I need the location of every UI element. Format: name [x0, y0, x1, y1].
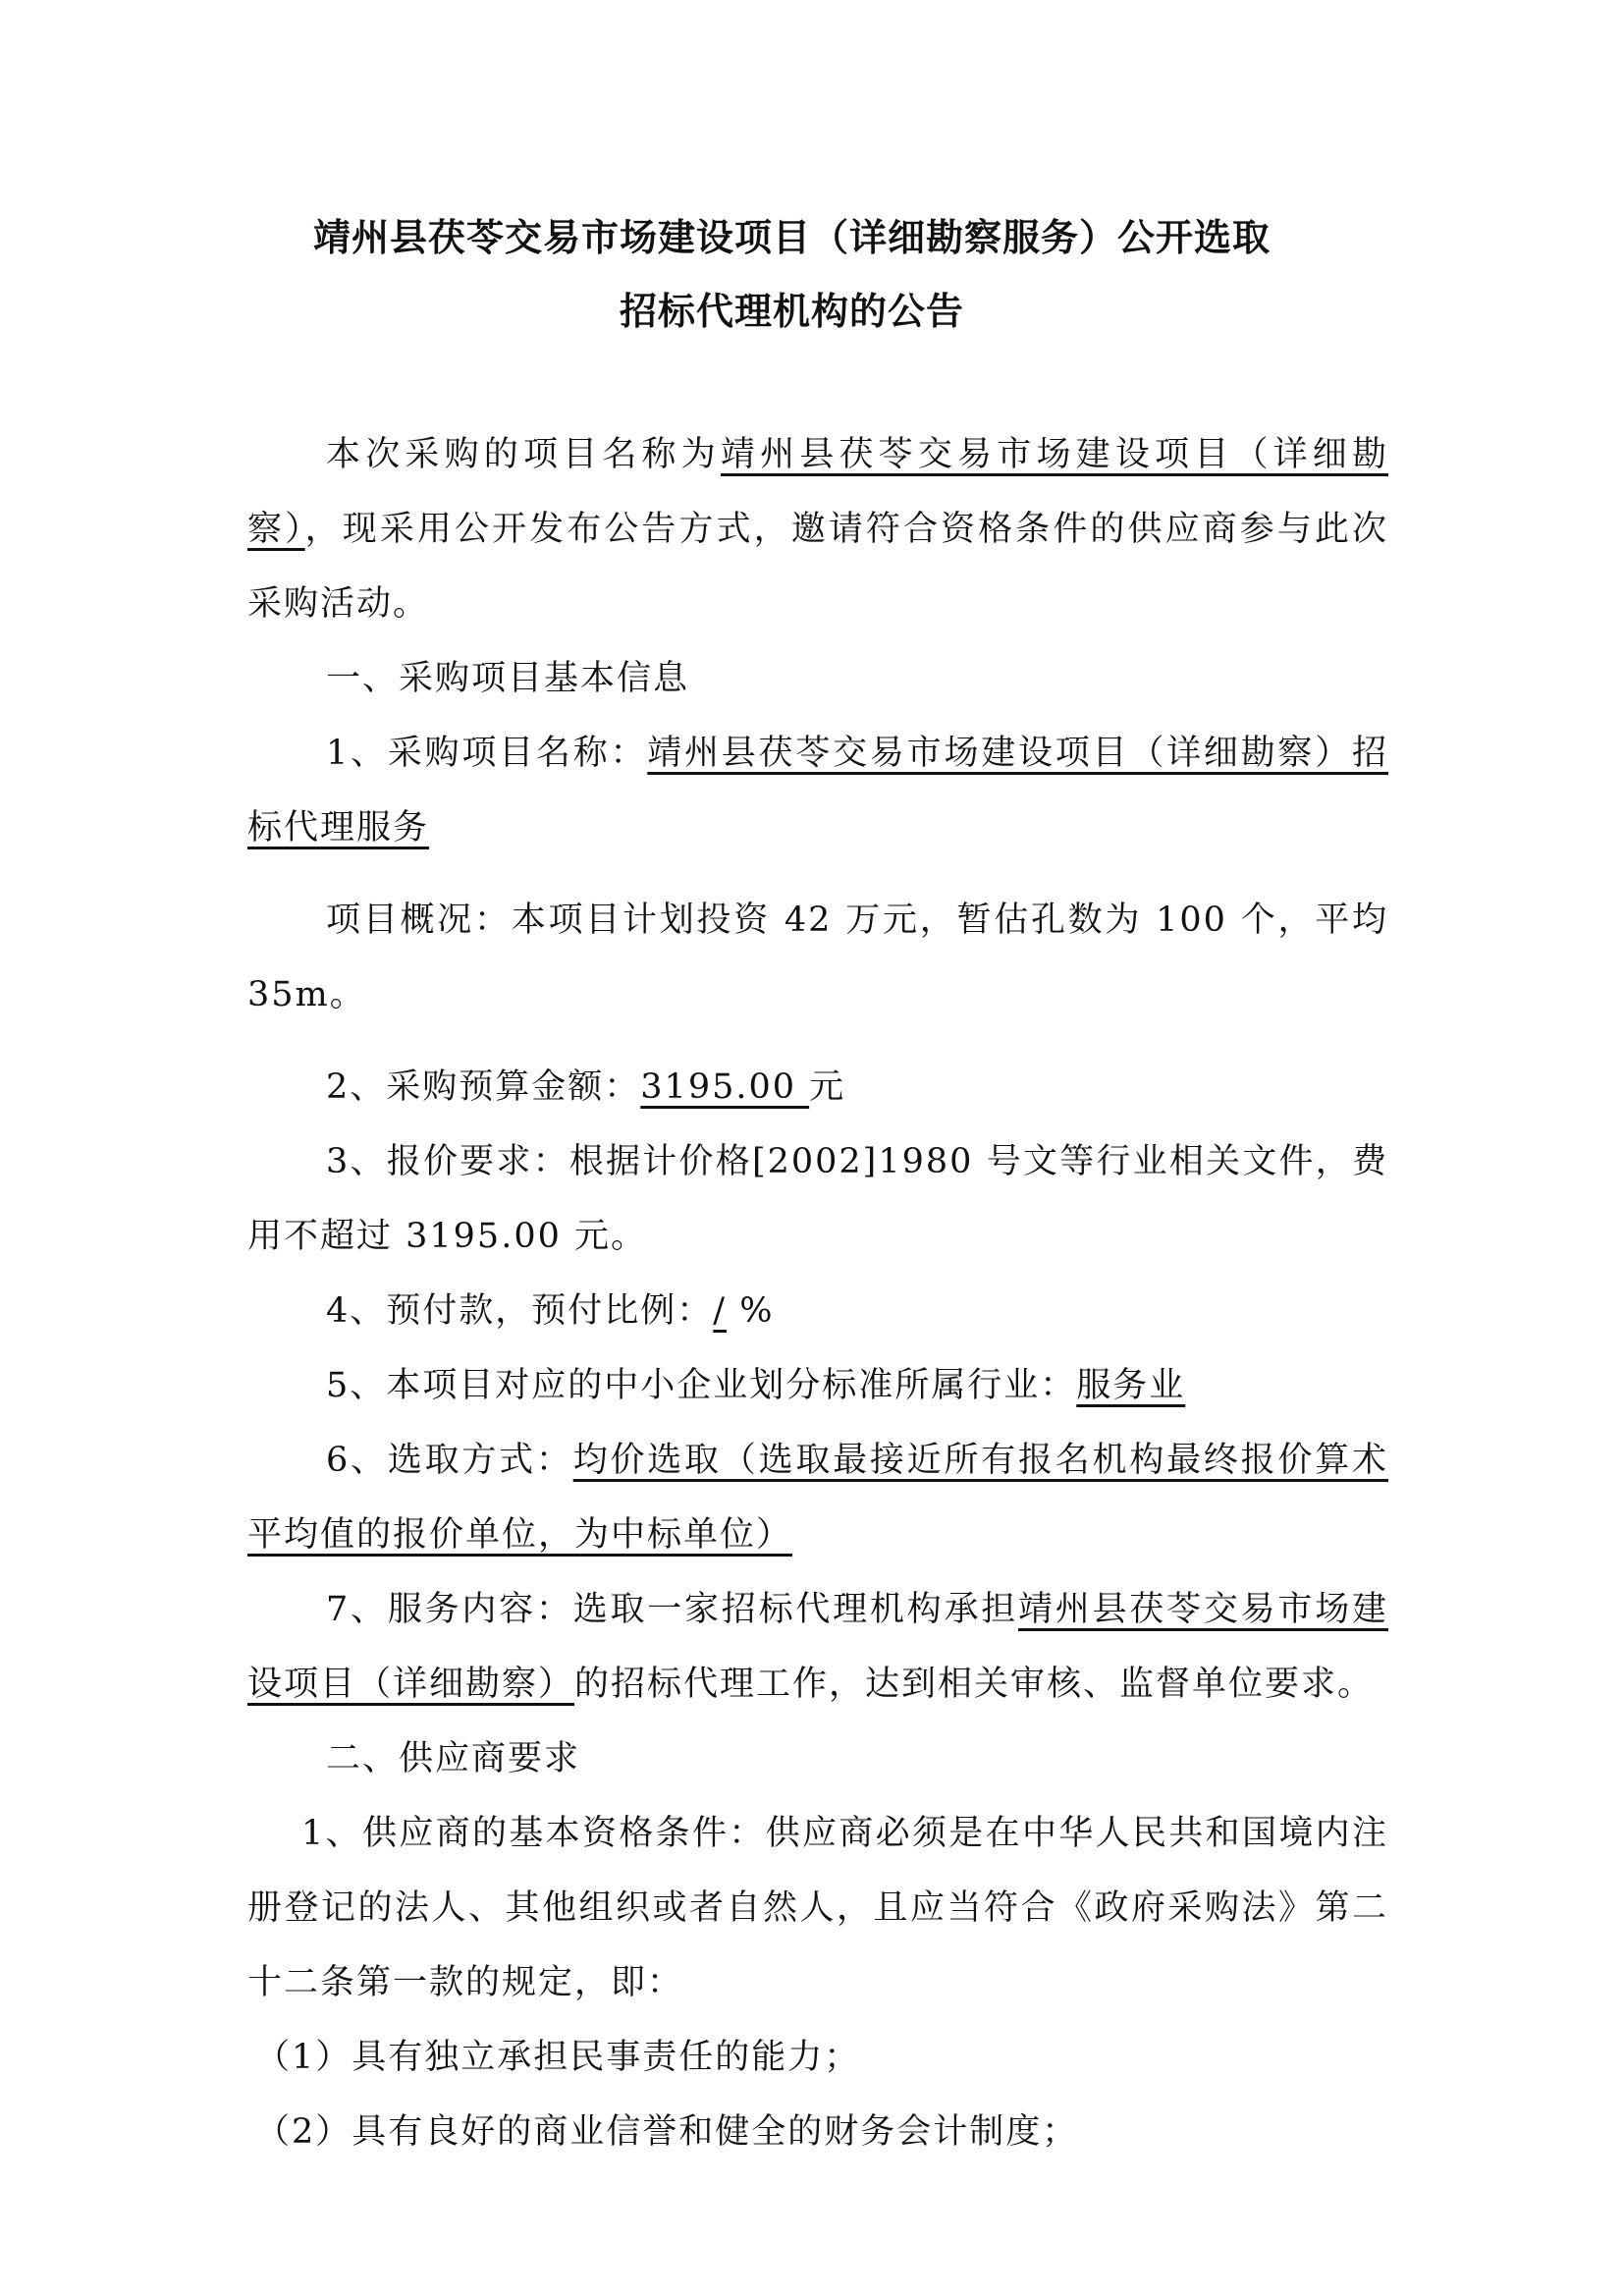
item3-quote-requirement: 3、报价要求：根据计价格[2002]1980 号文等行业相关文件，费用不超过 3195.00 元。	[247, 1142, 1388, 1256]
project-overview: 项目概况：本项目计划投资 42 万元，暂估孔数为 100 个，平均 35m。	[247, 901, 1388, 1014]
document-body	[247, 417, 1388, 2169]
item2-value: 3195.00	[640, 1067, 810, 1107]
condition-1: （1）具有独立承担民事责任的能力；	[255, 2038, 861, 2077]
item6-value: 均价选取（选取最接近所有报名机构最终报价算术平均值的报价单位，为中标单位）	[247, 1441, 1388, 1555]
intro-prefix: 本次采购的项目名称为	[326, 435, 721, 474]
item2-label: 2、采购预算金额：	[326, 1067, 641, 1107]
item4-prepayment	[247, 1274, 1388, 1348]
supplier-basic-qualification: 1、供应商的基本资格条件：供应商必须是在中华人民共和国境内注册登记的法人、其他组织或者自然人，且应当符合《政府采购法》第二十二条第一款的规定，即：	[247, 1814, 1388, 2002]
item1-value: 靖州县茯苓交易市场建设项目（详细勘察）招标代理服务	[247, 734, 1388, 847]
intro-project-name: 靖州县茯苓交易市场建设项目（详细勘察）	[247, 435, 1388, 549]
item5-label: 5、本项目对应的中小企业划分标准所属行业：	[326, 1366, 1077, 1405]
intro-suffix: ，现采用公开发布公告方式，邀请符合资格条件的供应商参与此次采购活动。	[247, 510, 1388, 624]
item4-label: 4、预付款，预付比例：	[326, 1291, 714, 1331]
condition-2: （2）具有良好的商业信誉和健全的财务会计制度；	[255, 2112, 1079, 2152]
item7-suffix: 的招标代理工作，达到相关审核、监督单位要求。	[574, 1665, 1375, 1704]
section2-heading: 二、供应商要求	[326, 1739, 581, 1778]
item5-industry	[247, 1348, 1388, 1423]
document-title-line2: 招标代理机构的公告	[619, 289, 964, 333]
item2-unit: 元	[809, 1067, 846, 1107]
item5-value: 服务业	[1076, 1366, 1186, 1405]
item1-label: 1、采购项目名称：	[326, 734, 648, 773]
item1-project-name	[247, 716, 1388, 865]
item7-service-content	[247, 1572, 1388, 1722]
item6-label: 6、选取方式：	[326, 1441, 573, 1480]
intro-paragraph	[247, 417, 1388, 641]
item4-value: /	[713, 1291, 728, 1331]
item4-unit: %	[727, 1291, 775, 1331]
item7-project-name: 靖州县茯苓交易市场建设项目（详细勘察）	[247, 1590, 1388, 1704]
item2-budget	[247, 1050, 1388, 1124]
document-title-line1: 靖州县茯苓交易市场建设项目（详细勘察服务）公开选取	[312, 215, 1271, 259]
item7-prefix: 7、服务内容：选取一家招标代理机构承担	[326, 1590, 1018, 1629]
item6-selection-method	[247, 1423, 1388, 1572]
section1-heading: 一、采购项目基本信息	[326, 659, 690, 698]
